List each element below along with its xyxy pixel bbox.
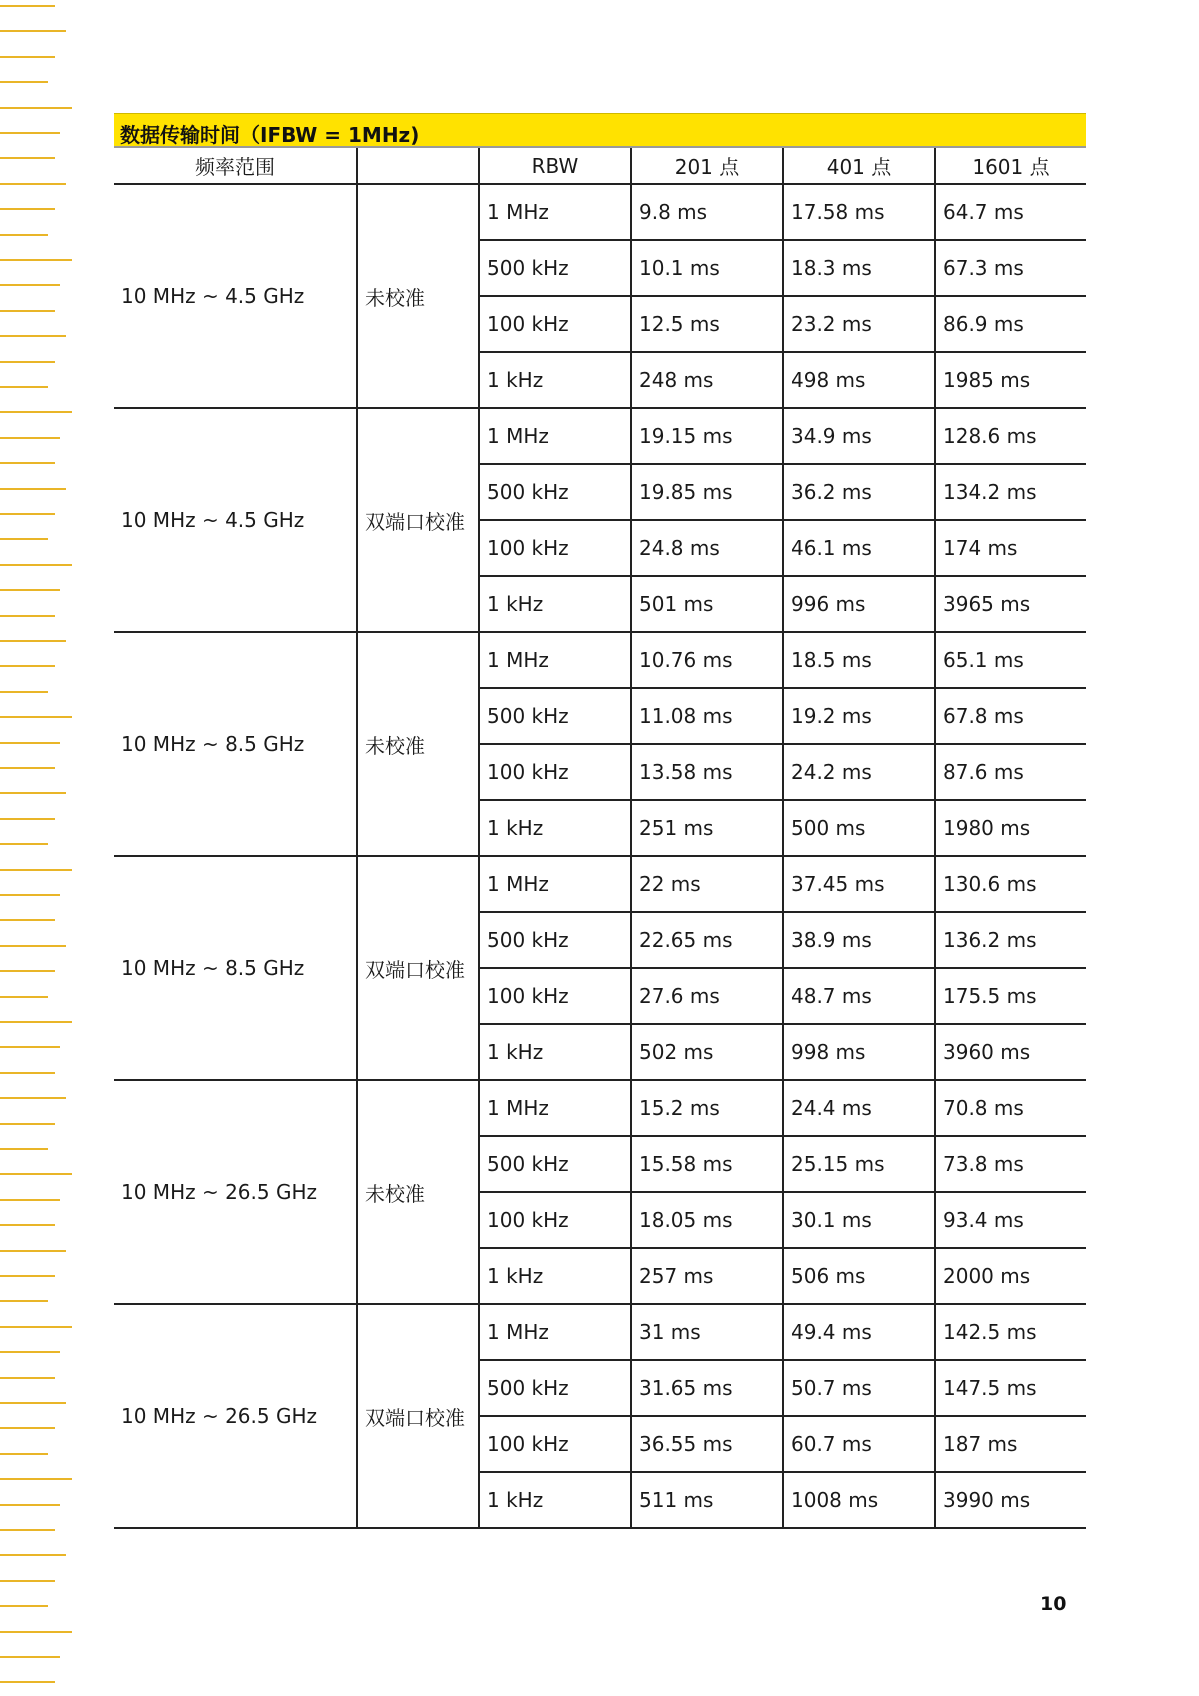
time-201-cell: 19.15 ms [631, 408, 783, 464]
rbw-cell: 100 kHz [479, 520, 631, 576]
rbw-cell: 1 kHz [479, 800, 631, 856]
rbw-cell: 500 kHz [479, 1136, 631, 1192]
time-201-cell: 19.85 ms [631, 464, 783, 520]
time-201-cell: 251 ms [631, 800, 783, 856]
rbw-cell: 500 kHz [479, 688, 631, 744]
time-401-cell: 18.5 ms [783, 632, 935, 688]
time-1601-cell: 65.1 ms [935, 632, 1086, 688]
table-row [114, 856, 1086, 912]
calibration-cell: 双端口校准 [357, 856, 479, 1080]
rbw-cell: 1 kHz [479, 352, 631, 408]
time-401-cell: 17.58 ms [783, 184, 935, 240]
time-1601-cell: 2000 ms [935, 1248, 1086, 1304]
table-title-bar [114, 113, 1086, 148]
calibration-cell: 双端口校准 [357, 408, 479, 632]
time-201-cell: 27.6 ms [631, 968, 783, 1024]
frequency-range-cell: 10 MHz ~ 26.5 GHz [114, 1080, 357, 1304]
time-1601-cell: 175.5 ms [935, 968, 1086, 1024]
time-1601-cell: 67.8 ms [935, 688, 1086, 744]
time-401-cell: 25.15 ms [783, 1136, 935, 1192]
time-401-cell: 1008 ms [783, 1472, 935, 1528]
time-201-cell: 22.65 ms [631, 912, 783, 968]
time-1601-cell: 87.6 ms [935, 744, 1086, 800]
header-rbw: RBW [479, 148, 631, 184]
time-1601-cell: 3990 ms [935, 1472, 1086, 1528]
time-401-cell: 48.7 ms [783, 968, 935, 1024]
time-1601-cell: 64.7 ms [935, 184, 1086, 240]
header-1601-points: 1601 点 [935, 148, 1086, 184]
time-1601-cell: 70.8 ms [935, 1080, 1086, 1136]
table-row [114, 1080, 1086, 1136]
time-1601-cell: 93.4 ms [935, 1192, 1086, 1248]
rbw-cell: 1 MHz [479, 632, 631, 688]
rbw-cell: 1 MHz [479, 856, 631, 912]
time-401-cell: 998 ms [783, 1024, 935, 1080]
rbw-cell: 1 MHz [479, 184, 631, 240]
calibration-cell: 未校准 [357, 632, 479, 856]
time-201-cell: 24.8 ms [631, 520, 783, 576]
time-201-cell: 511 ms [631, 1472, 783, 1528]
rbw-cell: 500 kHz [479, 240, 631, 296]
time-401-cell: 23.2 ms [783, 296, 935, 352]
table-row [114, 632, 1086, 688]
time-401-cell: 46.1 ms [783, 520, 935, 576]
time-1601-cell: 73.8 ms [935, 1136, 1086, 1192]
time-201-cell: 13.58 ms [631, 744, 783, 800]
time-1601-cell: 1985 ms [935, 352, 1086, 408]
time-401-cell: 30.1 ms [783, 1192, 935, 1248]
frequency-range-cell: 10 MHz ~ 4.5 GHz [114, 184, 357, 408]
time-1601-cell: 174 ms [935, 520, 1086, 576]
calibration-cell: 双端口校准 [357, 1304, 479, 1528]
time-201-cell: 22 ms [631, 856, 783, 912]
rbw-cell: 100 kHz [479, 1416, 631, 1472]
time-201-cell: 12.5 ms [631, 296, 783, 352]
time-401-cell: 34.9 ms [783, 408, 935, 464]
time-1601-cell: 136.2 ms [935, 912, 1086, 968]
header-201-points: 201 点 [631, 148, 783, 184]
rbw-cell: 500 kHz [479, 1360, 631, 1416]
table-header-row [114, 148, 1086, 184]
rbw-cell: 100 kHz [479, 968, 631, 1024]
time-401-cell: 36.2 ms [783, 464, 935, 520]
time-1601-cell: 187 ms [935, 1416, 1086, 1472]
time-201-cell: 31 ms [631, 1304, 783, 1360]
time-401-cell: 498 ms [783, 352, 935, 408]
time-201-cell: 502 ms [631, 1024, 783, 1080]
calibration-cell: 未校准 [357, 184, 479, 408]
page-number: 10 [1040, 1593, 1067, 1615]
time-1601-cell: 130.6 ms [935, 856, 1086, 912]
time-1601-cell: 3960 ms [935, 1024, 1086, 1080]
time-401-cell: 38.9 ms [783, 912, 935, 968]
table-row [114, 1304, 1086, 1360]
frequency-range-cell: 10 MHz ~ 8.5 GHz [114, 856, 357, 1080]
rbw-cell: 1 MHz [479, 1304, 631, 1360]
rbw-cell: 1 kHz [479, 1024, 631, 1080]
rbw-cell: 500 kHz [479, 912, 631, 968]
time-201-cell: 10.1 ms [631, 240, 783, 296]
frequency-range-cell: 10 MHz ~ 8.5 GHz [114, 632, 357, 856]
time-201-cell: 257 ms [631, 1248, 783, 1304]
table-title: 数据传输时间（IFBW = 1MHz) [120, 123, 420, 147]
table-row [114, 408, 1086, 464]
time-1601-cell: 86.9 ms [935, 296, 1086, 352]
time-1601-cell: 147.5 ms [935, 1360, 1086, 1416]
frequency-range-cell: 10 MHz ~ 4.5 GHz [114, 408, 357, 632]
time-1601-cell: 128.6 ms [935, 408, 1086, 464]
header-401-points: 401 点 [783, 148, 935, 184]
rbw-cell: 1 kHz [479, 1248, 631, 1304]
table-row [114, 184, 1086, 240]
rbw-cell: 1 kHz [479, 576, 631, 632]
rbw-cell: 100 kHz [479, 744, 631, 800]
transfer-time-table [114, 148, 1086, 1529]
time-201-cell: 501 ms [631, 576, 783, 632]
time-401-cell: 50.7 ms [783, 1360, 935, 1416]
time-201-cell: 31.65 ms [631, 1360, 783, 1416]
margin-stripes [0, 0, 80, 1696]
time-401-cell: 49.4 ms [783, 1304, 935, 1360]
time-401-cell: 996 ms [783, 576, 935, 632]
time-201-cell: 11.08 ms [631, 688, 783, 744]
time-1601-cell: 3965 ms [935, 576, 1086, 632]
time-401-cell: 506 ms [783, 1248, 935, 1304]
time-1601-cell: 134.2 ms [935, 464, 1086, 520]
header-frequency-range: 频率范围 [114, 148, 357, 184]
time-201-cell: 15.2 ms [631, 1080, 783, 1136]
time-401-cell: 500 ms [783, 800, 935, 856]
time-201-cell: 15.58 ms [631, 1136, 783, 1192]
time-401-cell: 37.45 ms [783, 856, 935, 912]
rbw-cell: 100 kHz [479, 296, 631, 352]
rbw-cell: 500 kHz [479, 464, 631, 520]
time-1601-cell: 142.5 ms [935, 1304, 1086, 1360]
time-401-cell: 60.7 ms [783, 1416, 935, 1472]
header-calibration [357, 148, 479, 184]
time-1601-cell: 1980 ms [935, 800, 1086, 856]
rbw-cell: 1 kHz [479, 1472, 631, 1528]
rbw-cell: 1 MHz [479, 1080, 631, 1136]
time-201-cell: 9.8 ms [631, 184, 783, 240]
time-201-cell: 248 ms [631, 352, 783, 408]
time-201-cell: 18.05 ms [631, 1192, 783, 1248]
rbw-cell: 100 kHz [479, 1192, 631, 1248]
time-401-cell: 18.3 ms [783, 240, 935, 296]
time-401-cell: 19.2 ms [783, 688, 935, 744]
time-201-cell: 36.55 ms [631, 1416, 783, 1472]
time-201-cell: 10.76 ms [631, 632, 783, 688]
time-401-cell: 24.4 ms [783, 1080, 935, 1136]
time-1601-cell: 67.3 ms [935, 240, 1086, 296]
rbw-cell: 1 MHz [479, 408, 631, 464]
calibration-cell: 未校准 [357, 1080, 479, 1304]
frequency-range-cell: 10 MHz ~ 26.5 GHz [114, 1304, 357, 1528]
time-401-cell: 24.2 ms [783, 744, 935, 800]
